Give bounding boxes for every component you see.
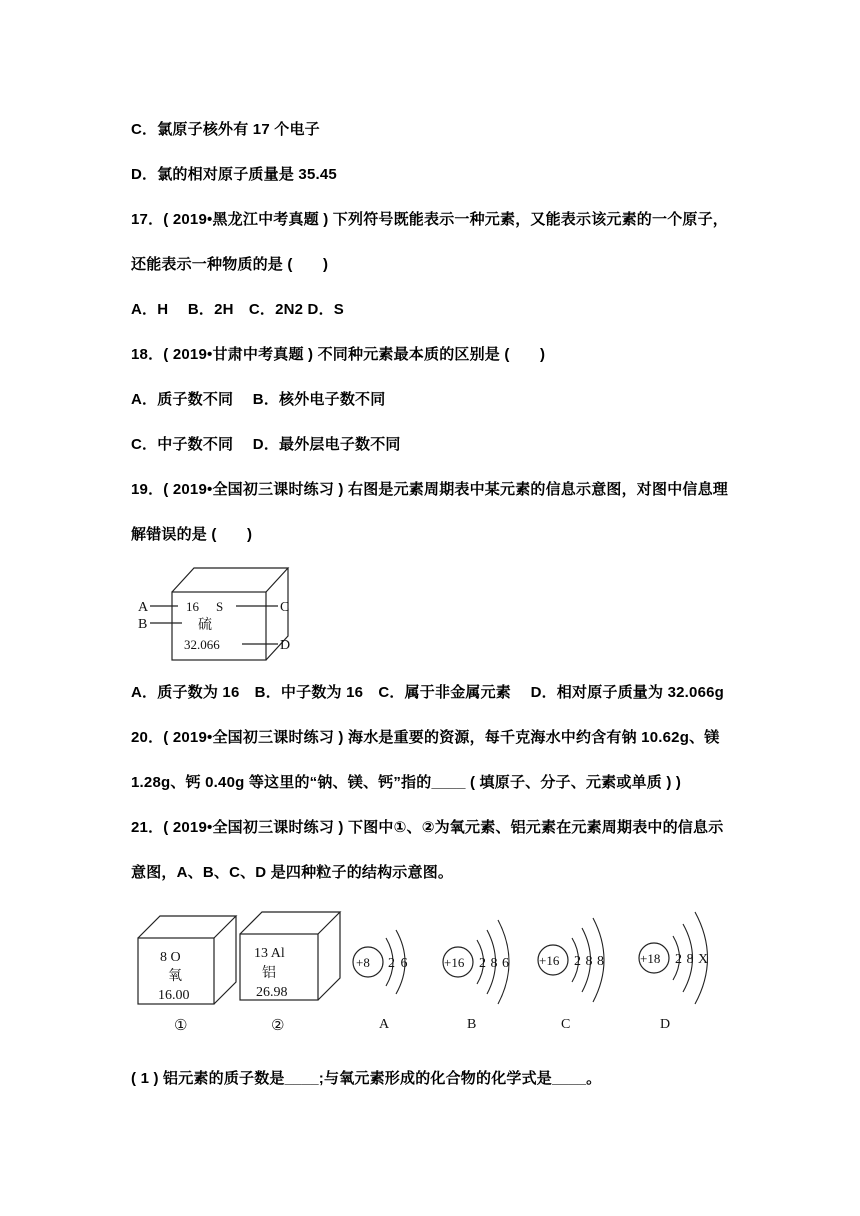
electron-shells: 2 8 6 [479,956,509,971]
caption-b: B [467,1017,477,1032]
caption-a: A [379,1017,390,1032]
atomic-number: 16 [186,599,199,614]
question-20-stem: 20．( 2019•全国初三课时练习 ) 海水是重要的资源，每千克海水中约含有钠 10.62g、镁 [131,729,720,746]
question-21-part-1: ( 1 ) 铝元素的质子数是____;与氧元素形成的化合物的化学式是____。 [131,1070,602,1087]
option-c-chlorine: C．氯原子核外有 17 个电子 [131,121,320,138]
oxygen-number-symbol: 8 O [160,950,181,965]
element-symbol: S [216,599,224,614]
oxygen-mass: 16.00 [158,988,190,1003]
question-21-stem: 21．( 2019•全国初三课时练习 ) 下图中①、②为氧元素、铝元素在元素周期表中的信息示 [131,819,724,836]
label-b: B [138,617,148,632]
question-18-options-ab: A．质子数不同 B．核外电子数不同 [131,391,386,408]
question-20-stem-cont: 1.28g、钙 0.40g 等这里的“钠、镁、钙”指的____ ( 填原子、分子、元素或单质 ) ) [131,774,682,791]
aluminium-mass: 26.98 [256,985,288,1000]
aluminium-name: 铝 [262,965,276,981]
caption-1: ① [174,1016,188,1034]
question-19-stem: 19．( 2019•全国初三课时练习 ) 右图是元素周期表中某元素的信息示意图，对图中信息理 [131,481,729,498]
question-21-stem-cont: 意图，A、B、C、D 是四种粒子的结构示意图。 [131,864,454,881]
question-17-stem-cont: 还能表示一种物质的是 ( ) [131,256,329,273]
nucleus-charge: +18 [640,951,661,966]
caption-d: D [660,1017,671,1032]
question-17-stem: 17．( 2019•黑龙江中考真题 ) 下列符号既能表示一种元素，又能表示该元素的一个原子， [131,211,729,228]
question-18-stem: 18．( 2019•甘肃中考真题 ) 不同种元素最本质的区别是 ( ) [131,346,546,363]
atom-diagram-d [639,912,708,1032]
question-17-options: A．H B．2H C．2N2 D．S [131,301,344,318]
electron-shells: 2 8 X [675,952,709,967]
nucleus-charge: +16 [539,953,560,968]
question-19-options: A．质子数为 16 B．中子数为 16 C．属于非金属元素 D．相对原子质量为 32.066g [131,684,725,701]
element-name: 硫 [198,617,212,633]
atom-diagram-a [353,930,408,1032]
question-21-figure [130,900,730,1040]
label-a: A [138,600,149,615]
oxygen-element-box [138,916,236,1034]
aluminium-element-box [240,912,340,1034]
atom-diagram-b [443,920,509,1032]
top-face [172,568,288,592]
electron-shells: 2 8 8 [574,954,604,969]
sulfur-element-figure [136,564,316,664]
nucleus-charge: +16 [444,955,465,970]
label-d: D [280,638,291,653]
atomic-mass: 32.066 [184,637,220,652]
question-18-options-cd: C．中子数不同 D．最外层电子数不同 [131,436,401,453]
caption-2: ② [271,1016,285,1034]
electron-shells: 2 6 [388,956,408,971]
label-c: C [280,600,290,615]
atom-diagram-c [538,918,604,1032]
option-d-chlorine: D．氯的相对原子质量是 35.45 [131,166,337,183]
question-19-stem-cont: 解错误的是 ( ) [131,526,253,543]
oxygen-name: 氧 [168,968,182,984]
caption-c: C [561,1017,571,1032]
aluminium-number-symbol: 13 Al [254,946,285,961]
nucleus-charge: +8 [356,955,370,970]
